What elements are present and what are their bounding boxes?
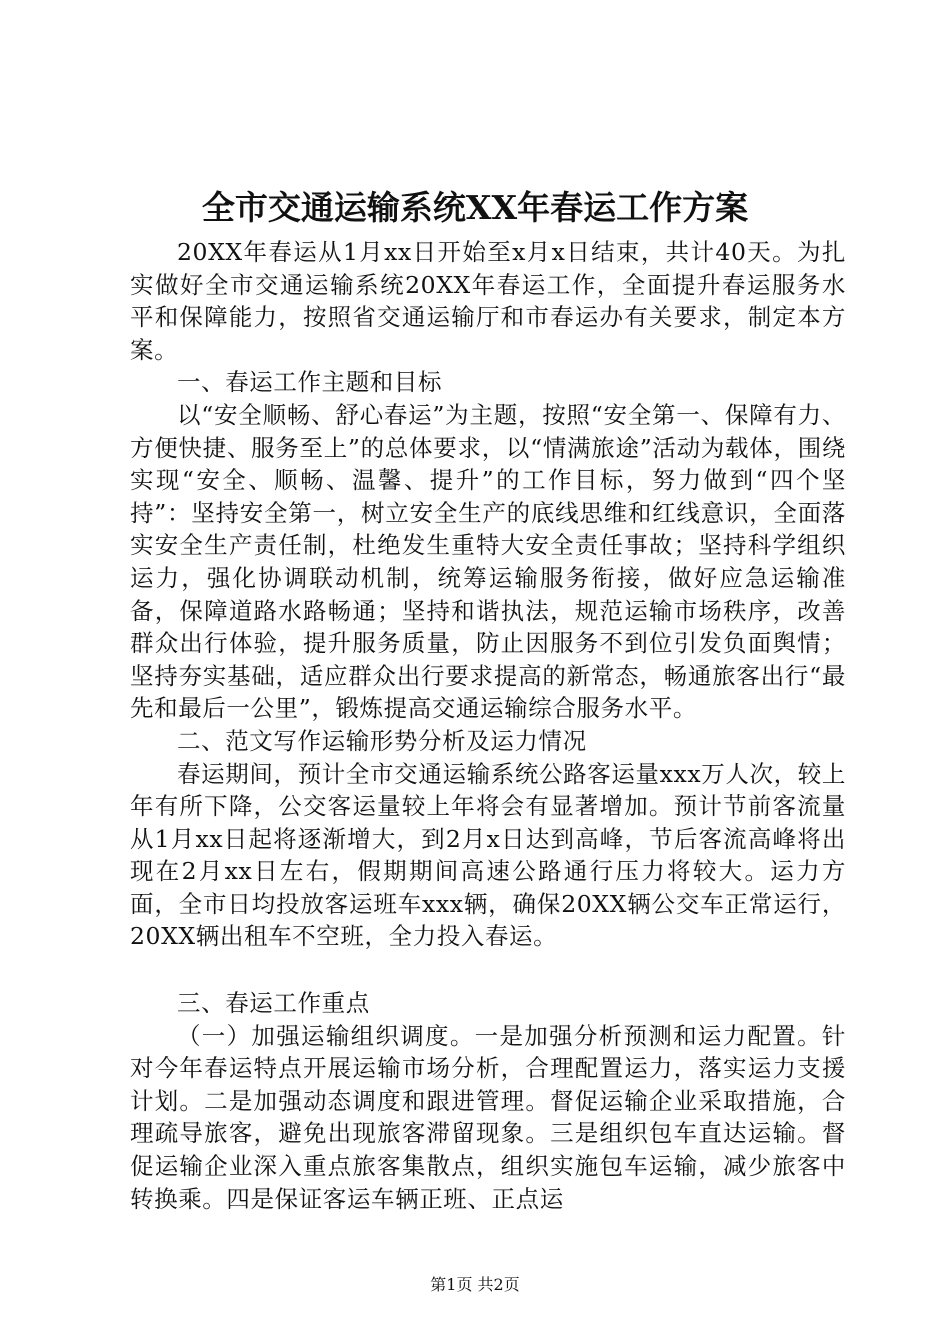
section-paragraph-2: 春运期间，预计全市交通运输系统公路客运量xxx万人次，较上年有所下降，公交客运量较上年将会有显著增加。预计节前客流量从1月xx日起将逐渐增大，到2月x日达到高峰，节后客流高峰将出现在2月xx日左右，假期期间高速公路通行压力将较大。运力方面，全市日均投放客运班车xxx辆，确保20XX辆公交车正常运行，20XX辆出租车不空班，全力投入春运。 [130, 759, 846, 951]
section-paragraph-1: 以“安全顺畅、舒心春运”为主题，按照“安全第一、保障有力、方便快捷、服务至上”的总体要求，以“情满旅途”活动为载体，围绕实现“安全、顺畅、温馨、提升”的工作目标，努力做到“四个坚持”：坚持安全第一，树立安全生产的底线思维和红线意识，全面落实安全生产责任制，杜绝发生重特大安全责任事故；坚持科学组织运力，强化协调联动机制，统筹运输服务衔接，做好应急运输准备，保障道路水路畅通；坚持和谐执法，规范运输市场秩序，改善群众出行体验，提升服务质量，防止因服务不到位引发负面舆情；坚持夯实基础，适应群众出行要求提高的新常态，畅通旅客出行“最先和最后一公里”，锻炼提高交通运输综合服务水平。 [130, 400, 846, 723]
paragraph-gap [130, 953, 846, 987]
intro-paragraph: 20XX年春运从1月xx日开始至x月x日结束，共计40天。为扎实做好全市交通运输系统20XX年春运工作，全面提升春运服务水平和保障能力，按照省交通运输厅和市春运办有关要求，制定本方案。 [130, 238, 846, 364]
page-footer: 第1页 共2页 [430, 1275, 520, 1294]
document-title: 全市交通运输系统XX年春运工作方案 [201, 188, 749, 227]
section-heading-2: 二、范文写作运输形势分析及运力情况 [177, 726, 587, 755]
document-body [130, 236, 846, 1215]
section-heading-1: 一、春运工作主题和目标 [177, 368, 443, 397]
section-heading-3: 三、春运工作重点 [177, 989, 370, 1018]
section-paragraph-3: （一）加强运输组织调度。一是加强分析预测和运力配置。针对今年春运特点开展运输市场分析，合理配置运力，落实运力支援计划。二是加强动态调度和跟进管理。督促运输企业采取措施，合理疏导旅客，避免出现旅客滞留现象。三是组织包车直达运输。督促运输企业深入重点旅客集散点，组织实施包车运输，减少旅客中转换乘。四是保证客运车辆正班、正点运 [130, 1021, 846, 1213]
